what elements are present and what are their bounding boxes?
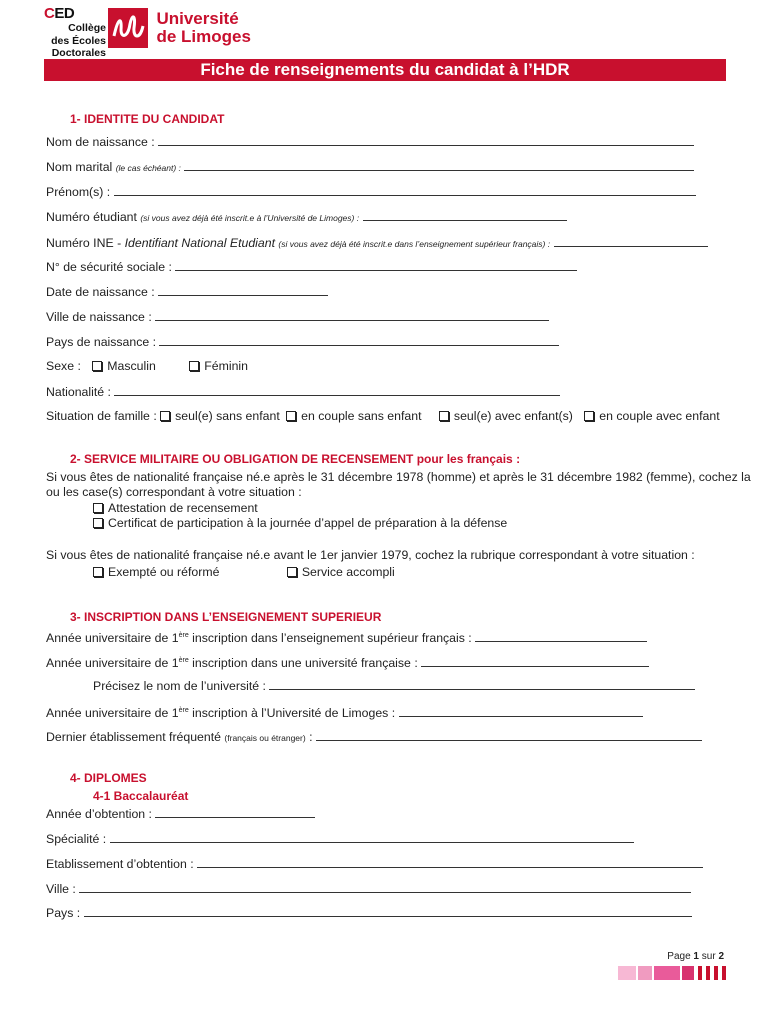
checkbox-exempte-reforme[interactable] [93,567,103,577]
input-line-specialite[interactable] [110,831,634,843]
field-annee-1ere-inscription-limoges[interactable] [46,703,643,721]
note-dernier-etablissement: (français ou étranger) [224,733,306,743]
checkbox-masculin[interactable] [92,361,102,371]
form-title: Fiche de renseignements du candidat à l’HDR [44,59,726,81]
label-attestation-recensement: Attestation de recensement [108,501,258,515]
field-specialite[interactable] [46,831,634,847]
label-seul-avec-enfant: seul(e) avec enfant(s) [453,409,573,423]
label-sexe: Sexe : [46,359,81,373]
field-nationalite[interactable] [46,384,560,400]
checkbox-feminin[interactable] [189,361,199,371]
label-masculin: Masculin [107,359,156,373]
field-ville-naissance[interactable] [46,309,549,325]
label-situation: Situation de famille : [46,409,157,423]
s2-intro-3: Si vous êtes de nationalité française né.e avant le 1er janvier 1979, cochez la rubrique correspondant à votre situation : [46,548,695,562]
label-dernier-etablissement: Dernier établissement fréquenté [46,730,221,744]
section-4-1-heading: 4-1 Baccalauréat [93,789,189,803]
label-seul-sans-enfant: seul(e) sans enfant [175,409,280,423]
ced-logo [44,6,106,59]
input-line-nationalite[interactable] [114,384,560,396]
field-date-naissance[interactable] [46,284,328,300]
university-name-line-1: Université [156,9,239,28]
field-pays[interactable] [46,905,692,921]
checkbox-seul-avec-enfant[interactable] [439,411,449,421]
field-situation-famille [46,409,720,424]
checkbox-attestation-recensement[interactable] [93,503,103,513]
ced-logo-mark: CED [44,5,75,22]
field-secu[interactable] [46,259,577,275]
checkbox-couple-sans-enfant[interactable] [286,411,296,421]
field-annee-1ere-inscription-sup[interactable] [46,628,647,646]
section-1-heading: 1- IDENTITE DU CANDIDAT [70,112,225,126]
checkbox-seul-sans-enfant[interactable] [160,411,170,421]
input-line-etablissement-obtention[interactable] [197,856,703,868]
label-exempte-reforme: Exempté ou réformé [108,565,220,579]
field-ville[interactable] [46,881,691,897]
section-3-heading: 3- INSCRIPTION DANS L’ENSEIGNEMENT SUPERIEUR [70,610,382,624]
input-line-ville-naissance[interactable] [155,309,549,321]
checkbox-service-accompli[interactable] [287,567,297,577]
input-line-annee-inscription-limoges[interactable] [399,705,643,717]
label-annee-inscription-univ: Année universitaire de 1ère inscription dans une université française : [46,656,418,671]
input-line-pays-naissance[interactable] [159,334,559,346]
field-nom-naissance[interactable] [46,134,694,150]
label-pays-naissance: Pays de naissance : [46,335,157,349]
input-line-num-ine[interactable] [554,235,708,247]
section-4-heading: 4- DIPLOMES [70,771,147,785]
label-num-ine: Numéro INE - [46,236,125,250]
label-couple-sans-enfant: en couple sans enfant [301,409,422,423]
s2-intro-2: ou les case(s) correspondant à votre situation : [46,485,302,499]
s2-option-certificat [93,516,507,531]
input-line-annee-inscription-sup[interactable] [475,630,647,642]
label-date-naissance: Date de naissance : [46,285,155,299]
university-logo [108,8,251,48]
label-ville-naissance: Ville de naissance : [46,310,152,324]
note-nom-marital: (le cas échéant) : [115,163,181,173]
label-annee-obtention: Année d’obtention : [46,807,152,821]
field-annee-1ere-inscription-univ[interactable] [46,653,649,671]
label-nationalite: Nationalité : [46,385,111,399]
field-etablissement-obtention[interactable] [46,856,703,872]
label-annee-inscription-limoges: Année universitaire de 1ère inscription à l’Université de Limoges : [46,706,396,721]
input-line-annee-inscription-univ[interactable] [421,655,649,667]
page-number: Page 1 sur 2 [667,951,724,962]
label-nom-naissance: Nom de naissance : [46,135,155,149]
label-prenoms: Prénom(s) : [46,185,111,199]
checkbox-couple-avec-enfant[interactable] [584,411,594,421]
field-dernier-etablissement[interactable] [46,729,702,746]
ced-logo-line-3: Doctorales [51,47,106,59]
field-num-ine[interactable] [46,235,708,252]
label-nom-marital: Nom marital [46,160,113,174]
note-num-etudiant: (si vous avez déjà été inscrit.e à l’Université de Limoges) : [140,213,360,223]
label-certificat-participation: Certificat de participation à la journée d’appel de préparation à la défense [108,516,508,530]
label-num-ine-italic: Identifiant National Etudiant [124,236,275,250]
field-annee-obtention[interactable] [46,806,315,822]
checkbox-certificat-participation[interactable] [93,518,103,528]
input-line-secu[interactable] [175,259,577,271]
section-2-heading: 2- SERVICE MILITAIRE OU OBLIGATION DE RECENSEMENT pour les français : [70,452,521,466]
input-line-date-naissance[interactable] [158,284,328,296]
input-line-num-etudiant[interactable] [363,209,567,221]
label-ville: Ville : [46,882,76,896]
ced-logo-line-2: des Écoles [51,34,106,47]
label-etablissement-obtention: Etablissement d’obtention : [46,857,194,871]
input-line-dernier-etablissement[interactable] [316,729,702,741]
university-logo-icon [108,8,148,48]
label-dernier-etablissement-colon: : [305,730,313,744]
input-line-annee-obtention[interactable] [155,806,315,818]
label-secu: N° de sécurité sociale : [46,260,172,274]
input-line-ville[interactable] [79,881,691,893]
ced-logo-line-1: Collège [68,22,106,34]
label-pays: Pays : [46,906,81,920]
field-sexe [46,359,248,374]
label-num-etudiant: Numéro étudiant [46,210,137,224]
label-annee-inscription-sup: Année universitaire de 1ère inscription dans l’enseignement supérieur français : [46,631,472,646]
field-pays-naissance[interactable] [46,334,559,350]
label-couple-avec-enfant: en couple avec enfant [599,409,720,423]
university-name-line-2: de Limoges [156,27,251,46]
field-nom-marital[interactable] [46,159,694,176]
s2-options-row-2 [93,565,395,580]
label-nom-universite: Précisez le nom de l’université : [93,679,266,693]
input-line-nom-marital[interactable] [184,159,694,171]
label-feminin: Féminin [204,359,248,373]
s2-option-recensement [93,501,258,516]
input-line-nom-naissance[interactable] [158,134,694,146]
field-prenoms[interactable] [46,184,696,200]
label-specialite: Spécialité : [46,832,107,846]
input-line-pays[interactable] [84,905,692,917]
note-num-ine: (si vous avez déjà été inscrit.e dans l’enseignement supérieur français) : [278,239,551,249]
input-line-nom-universite[interactable] [269,678,695,690]
label-service-accompli: Service accompli [301,565,395,579]
s2-intro-1: Si vous êtes de nationalité française né.e après le 31 décembre 1978 (homme) et après le 31 décembre 1982 (femme), cochez la [46,470,751,484]
field-num-etudiant[interactable] [46,209,567,226]
footer-decoration-bars [618,966,726,980]
field-nom-universite[interactable] [93,678,695,694]
input-line-prenoms[interactable] [114,184,696,196]
